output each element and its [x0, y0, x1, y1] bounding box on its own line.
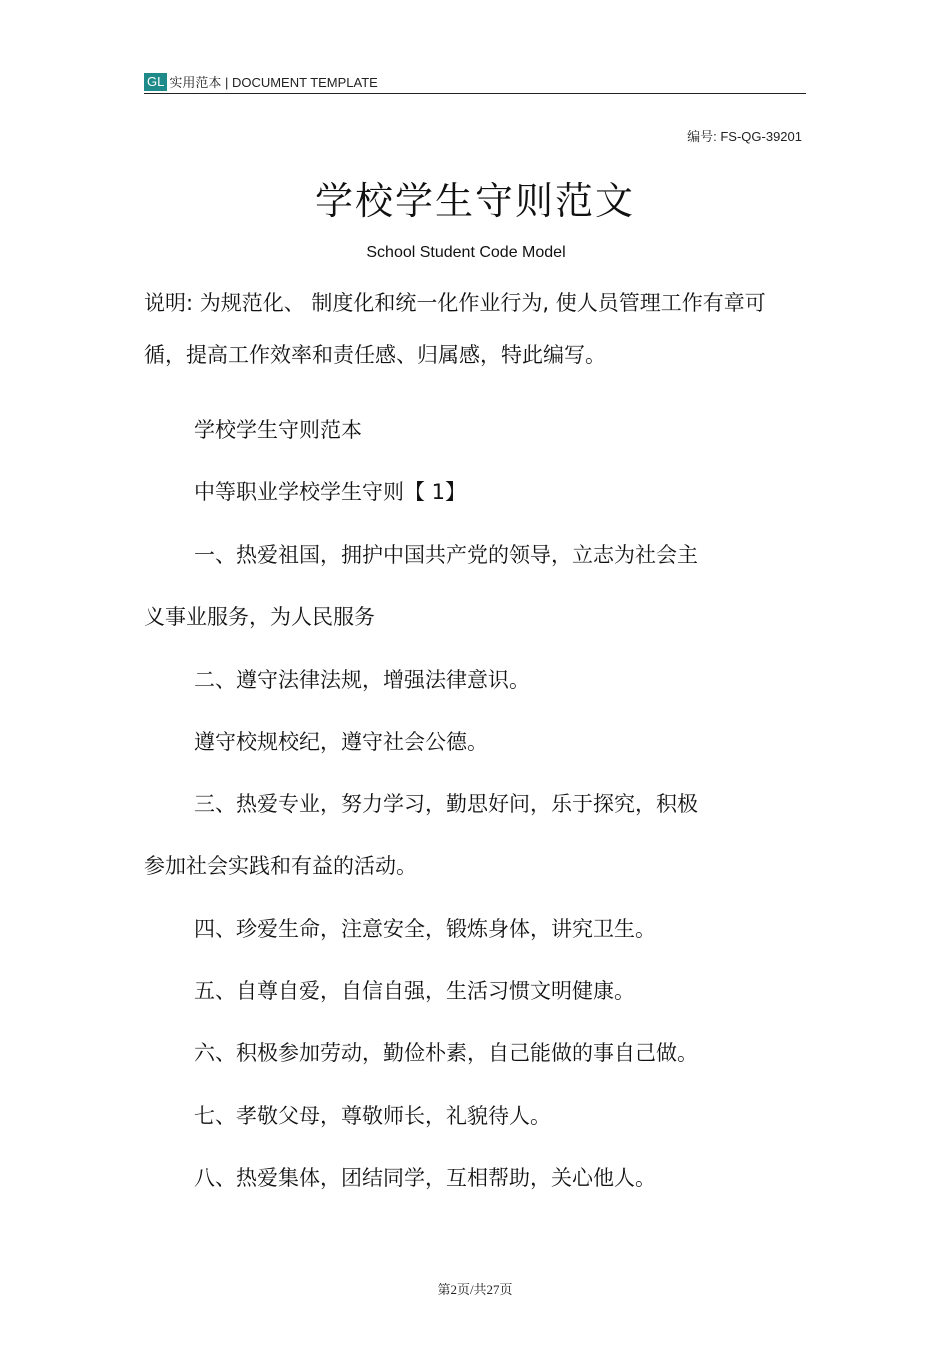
page-title: 学校学生守则范文	[314, 179, 635, 223]
rule-6: 六、积极参加劳动，勤俭朴素，自己能做的事自己做。	[194, 1041, 698, 1065]
rule-4: 四、珍爱生命，注意安全，锻炼身体，讲究卫生。	[194, 917, 656, 941]
intro-line-2: 循，提高工作效率和责任感、归属感，特此编写。	[144, 343, 606, 367]
rule-3-line-1: 三、热爱专业，努力学习，勤思好问，乐于探究，积极	[194, 792, 698, 816]
logo-badge: GL	[144, 73, 167, 91]
page-number: 第2页/共27页	[437, 1282, 513, 1297]
rule-5: 五、自尊自爱，自信自强，生活习惯文明健康。	[194, 979, 635, 1003]
document-header	[144, 70, 806, 94]
rule-3-line-2: 参加社会实践和有益的活动。	[144, 854, 417, 878]
header-label: 实用范本 | DOCUMENT TEMPLATE	[169, 75, 378, 90]
rule-2-line-2: 遵守校规校纪，遵守社会公德。	[194, 730, 488, 754]
page-subtitle: School Student Code Model	[366, 244, 566, 261]
subsection-heading: 中等职业学校学生守则【 1】	[194, 480, 467, 504]
intro-line-1: 说明: 为规范化、 制度化和统一化作业行为, 使人员管理工作有章可	[144, 291, 766, 315]
rule-1-line-1: 一、热爱祖国，拥护中国共产党的领导，立志为社会主	[194, 543, 698, 567]
rule-7: 七、孝敬父母，尊敬师长，礼貌待人。	[194, 1104, 551, 1128]
document-code: 编号: FS-QG-39201	[687, 129, 802, 144]
rule-8: 八、热爱集体，团结同学，互相帮助，关心他人。	[194, 1166, 656, 1190]
rule-1-line-2: 义事业服务，为人民服务	[144, 605, 375, 629]
section-heading: 学校学生守则范本	[194, 418, 362, 442]
rule-2-line-1: 二、遵守法律法规，增强法律意识。	[194, 668, 530, 692]
